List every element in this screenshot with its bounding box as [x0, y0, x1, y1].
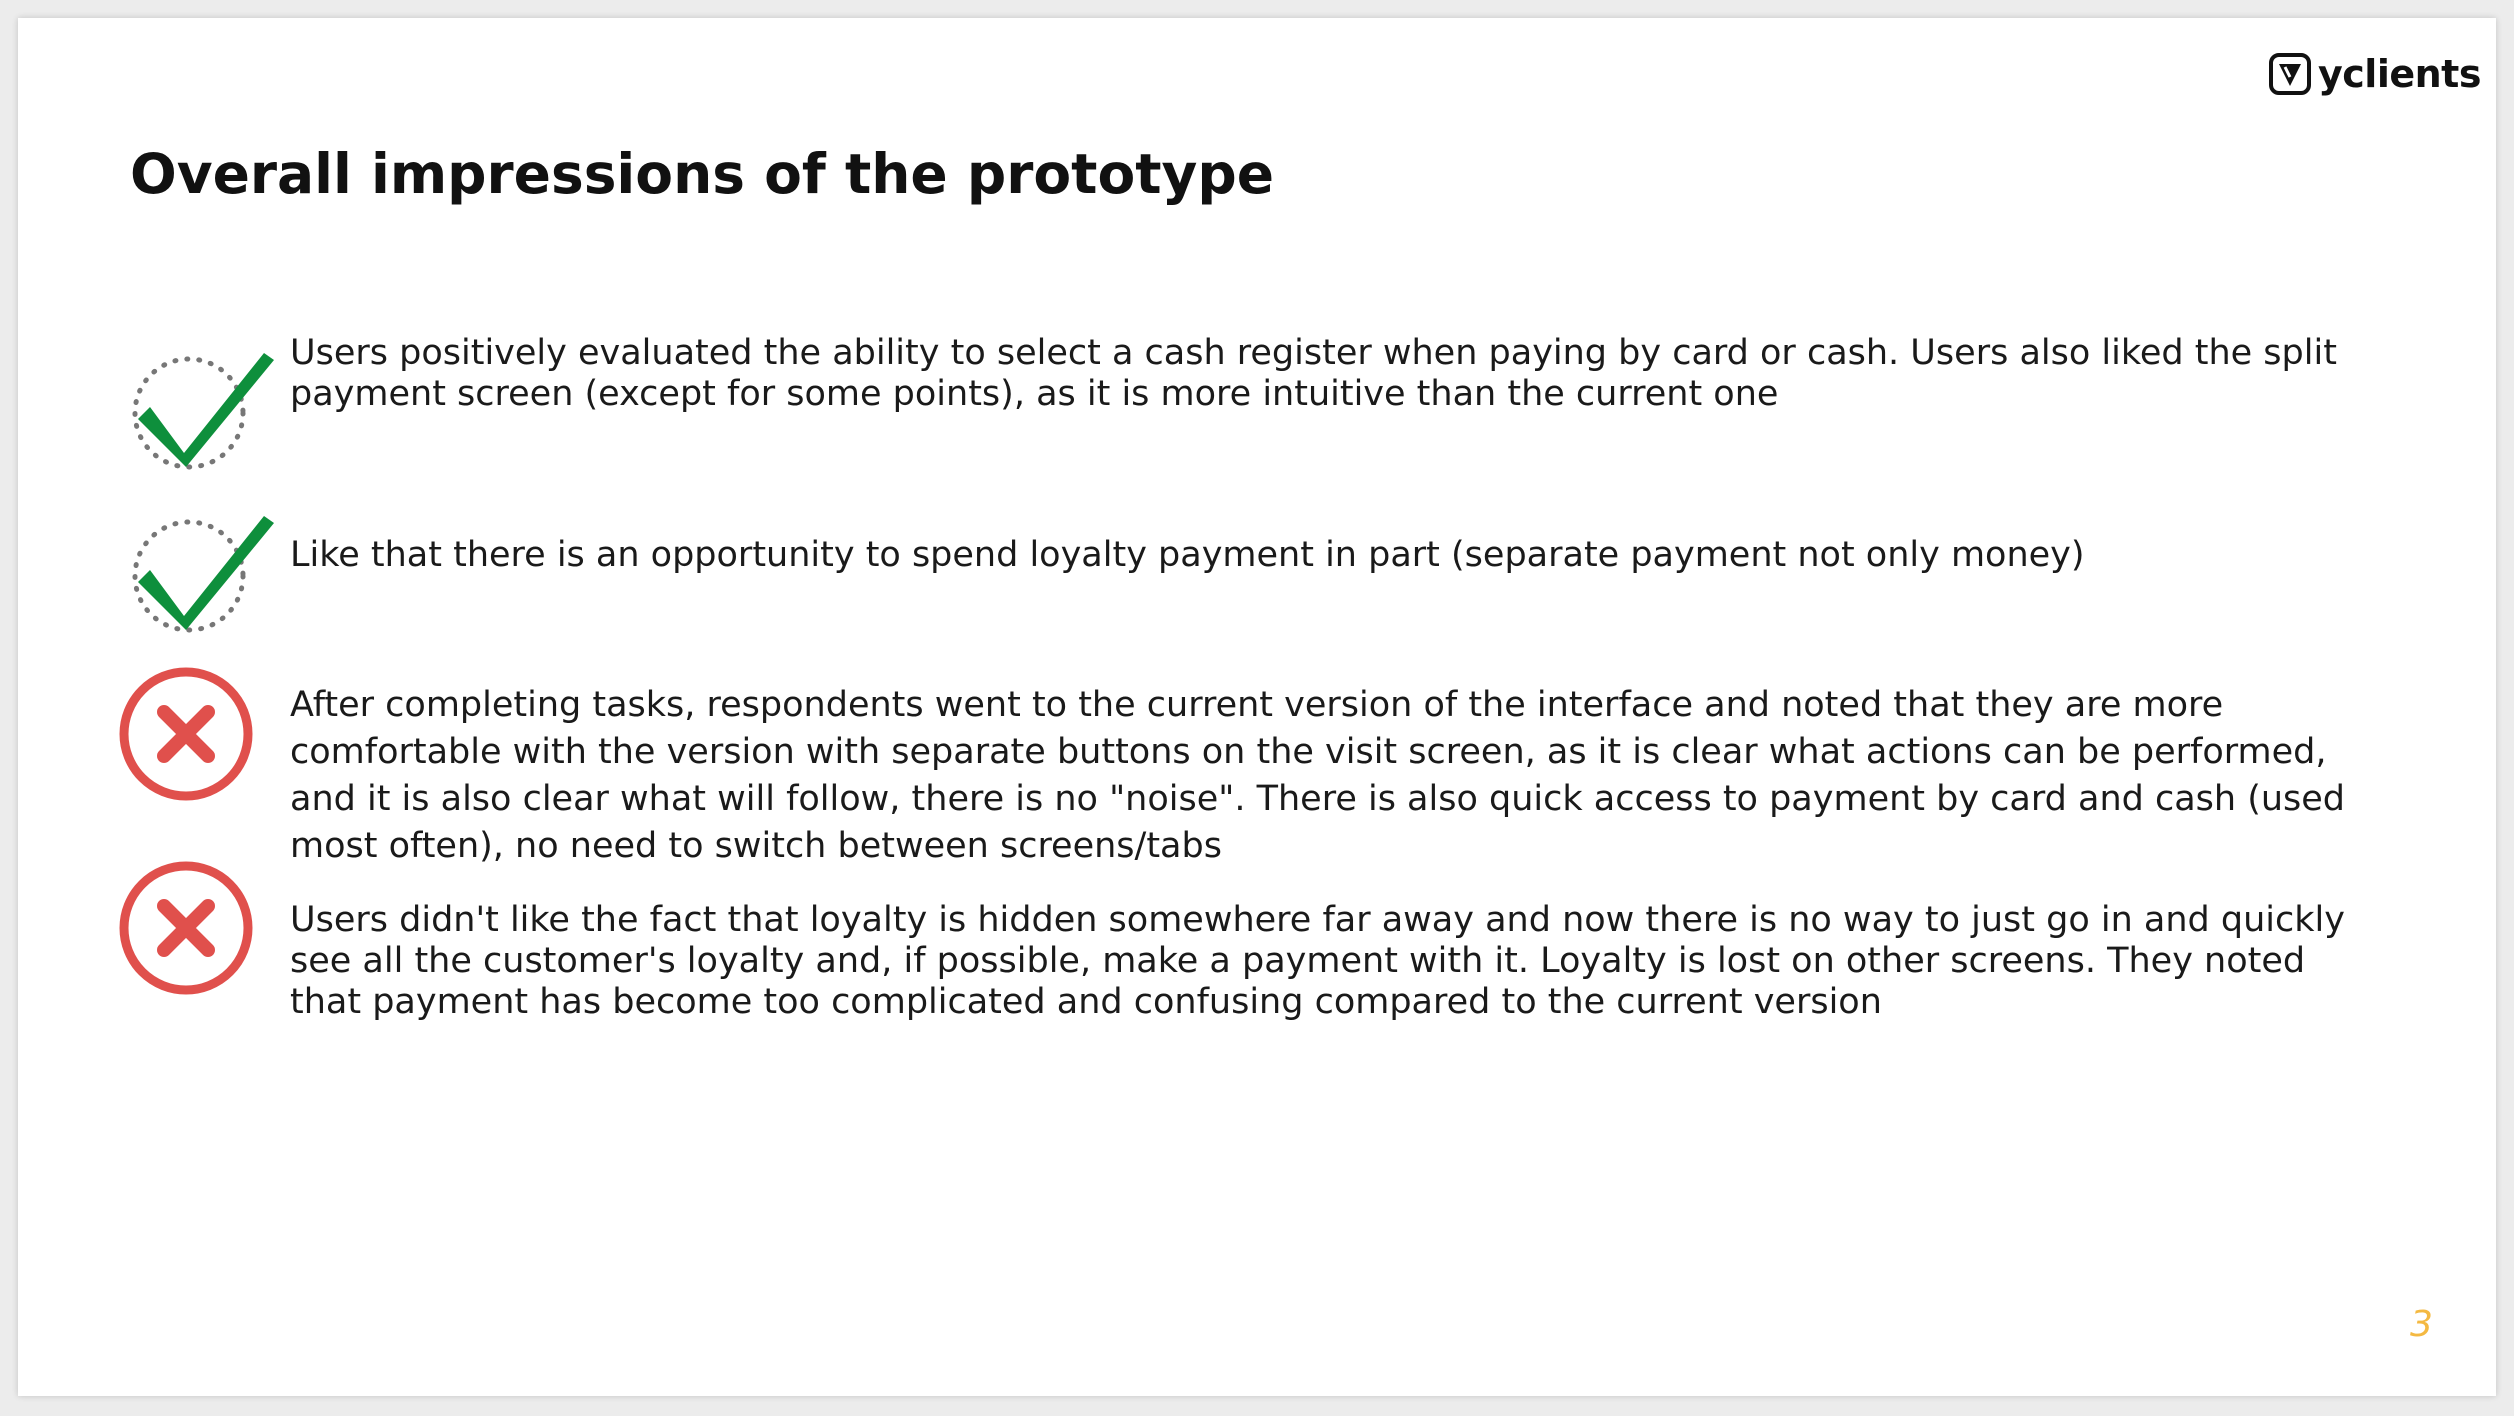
slide [18, 18, 2496, 1396]
slide-title: Overall impressions of the prototype [130, 142, 1275, 206]
cross-icon [116, 858, 256, 998]
check-icon [114, 496, 284, 646]
feedback-text: Users didn't like the fact that loyalty is hidden somewhere far away and now there is no way to just go in and quickly see all the customer's loyalty and, if possible, make a payment with it. Loyalty is lost on other screens. They noted that payment has become too complicated and confusing compared to the current version [290, 900, 2345, 1022]
yclients-logo-icon [2268, 52, 2312, 96]
brand-logo [2268, 52, 2481, 96]
brand-name: yclients [2318, 52, 2481, 96]
feedback-text: After completing tasks, respondents went to the current version of the interface and noted that they are more comfortable with the version with separate buttons on the visit screen, as it is clear what actions can be performed, and it is also clear what will follow, there is no "noise". There is also quick access to payment by card and cash (used most often), no need to switch between screens/tabs [290, 685, 2346, 866]
page-number: 3 [2410, 1304, 2433, 1345]
check-icon [114, 333, 284, 483]
feedback-text: Like that there is an opportunity to spend loyalty payment in part (separate payment not only money) [290, 535, 2085, 575]
cross-icon [116, 664, 256, 804]
feedback-text: Users positively evaluated the ability to select a cash register when paying by card or cash. Users also liked the split payment screen (except for some points), as it is more intuitive than the current one [290, 333, 2337, 414]
